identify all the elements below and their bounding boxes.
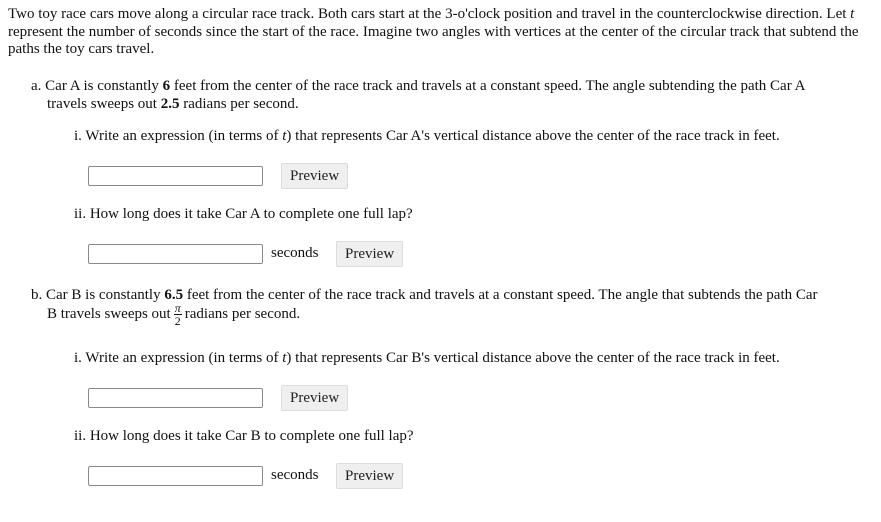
part-b-rate-fraction xyxy=(174,302,182,327)
intro-variable-t: t xyxy=(850,6,855,22)
problem-intro xyxy=(8,6,876,59)
fraction-denominator: 2 xyxy=(174,314,181,328)
part-a-question-2: ii. How long does it take Car A to complete one full lap? xyxy=(74,206,413,222)
part-a-radius: 6 xyxy=(162,78,171,94)
part-b-lap-preview-button[interactable]: Preview xyxy=(336,463,403,489)
part-b-question-1: i. Write an expression (in terms of t) that represents Car B's vertical distance above the center of the race track in feet. xyxy=(74,350,780,366)
part-a-expression-input[interactable] xyxy=(88,166,263,186)
part-b-expression-input[interactable] xyxy=(88,388,263,408)
part-a-rate: 2.5 xyxy=(160,96,180,112)
part-b-expression-preview-button[interactable]: Preview xyxy=(281,385,348,411)
part-a-line-1: a. Car A is constantly 6 feet from the center of the race track and travels at a constant speed. The angle subtending the path Car A xyxy=(31,78,806,94)
part-b-seconds-label: seconds xyxy=(271,467,319,483)
part-b-question-2: ii. How long does it take Car B to complete one full lap? xyxy=(74,428,414,444)
part-b-line-2: B travels sweeps out $\frac{\pi}{2}$ radians per second. xyxy=(47,301,301,328)
part-a-lap-input[interactable] xyxy=(88,244,263,264)
part-a-lap-preview-button[interactable]: Preview xyxy=(336,241,403,267)
intro-text-1: Two toy race cars move along a circular race track. Both cars start at the 3-o'clock position and travel in the counterclockwise direction. Let xyxy=(8,6,851,22)
part-a-seconds-label: seconds xyxy=(271,245,319,261)
part-a-line-2: travels sweeps out 2.5 radians per second. xyxy=(47,96,299,112)
part-a-question-1: i. Write an expression (in terms of t) that represents Car A's vertical distance above the center of the race track in feet. xyxy=(74,128,780,144)
part-b-lap-input[interactable] xyxy=(88,466,263,486)
part-b-radius: 6.5 xyxy=(164,287,184,303)
pi-numerator: π xyxy=(174,301,181,315)
part-b-line-1: b. Car B is constantly 6.5 feet from the center of the race track and travels at a constant speed. The angle that subtends the path Car xyxy=(31,287,818,303)
intro-text-2: represent the number of seconds since the start of the race. Imagine two angles with vertices at the center of the circular track that subtend the paths the toy cars travel. xyxy=(8,23,859,57)
part-a-expression-preview-button[interactable]: Preview xyxy=(281,163,348,189)
